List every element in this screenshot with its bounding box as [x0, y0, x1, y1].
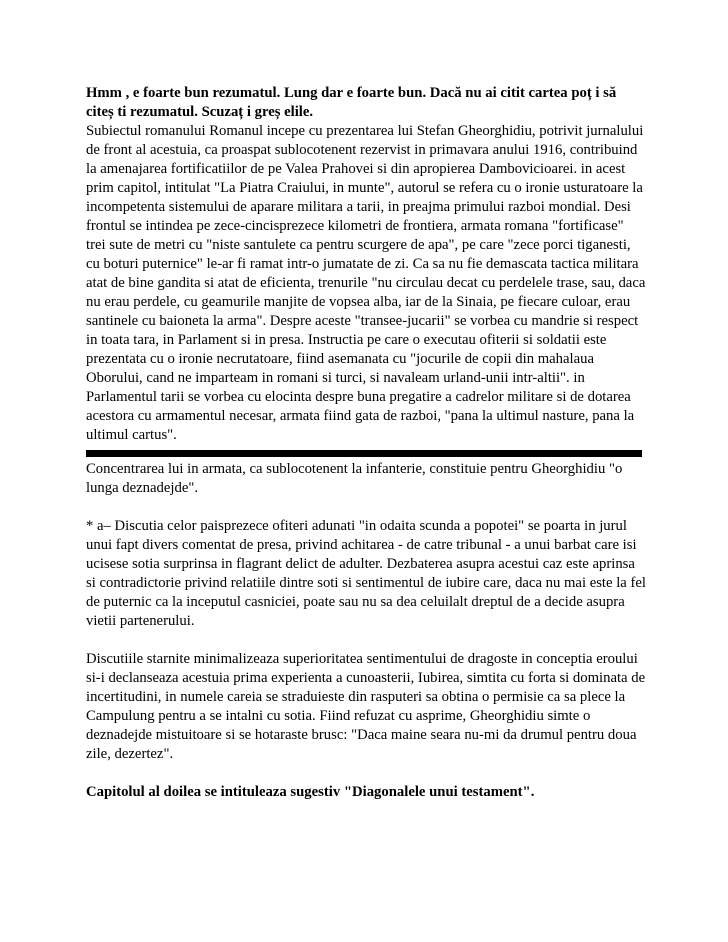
paragraph-spacer [86, 498, 646, 517]
paragraph-spacer [86, 764, 646, 783]
chapter-title: Capitolul al doilea se intituleaza sugestiv "Diagonalele unui testament". [86, 784, 535, 800]
document-page [86, 84, 646, 802]
section2-paragraph-1: Concentrarea lui in armata, ca sublocotenent la infanterie, constituie pentru Gheorghidiu "o lunga deznadejde". [86, 461, 623, 496]
section2-paragraph-2: * a– Discutia celor paisprezece ofiteri adunati "in odaita scunda a popotei" se poarta in jurul unui fapt divers comentat de presa, privind achitarea - de catre tribunal - a unui barbat care isi ucisese sotia surprinsa in flagrant delict de adulter. Dezbaterea asupra acestui caz este aprinsa si contradictorie privind relatiile dintre soti si sentimentul de iubire care, daca nu mai este la fel de puternic ca la inceputul casniciei, poate sau nu sa dea celuilalt dreptul de a decide asupra vietii partenerului. [86, 518, 646, 629]
intro-comment: Hmm , e foarte bun rezumatul. Lung dar e foarte bun. Dacă nu ai citit cartea poț i să citeș ti rezumatul. Scuzaț i greș elile. [86, 85, 617, 120]
section1-paragraph: Subiectul romanului Romanul incepe cu prezentarea lui Stefan Gheorghidiu, potrivit jurnalului de front al acestuia, ca proaspat sublocotenent rezervist in primavara anului 1916, contribuind la amenajarea fortificatiilor de pe Valea Prahovei si din apropierea Dambovicioarei. in acest prim capitol, intitulat "La Piatra Craiului, in munte", autorul se refera cu o ironie usturatoare la incompetenta sistemului de aparare militara a tarii, in preajma primului razboi mondial. Desi frontul se intindea pe zece-cincisprezece kilometri de frontiera, armata romana "fortificase" trei sute de metri cu "niste santulete ca pentru scurgere de apa", pe care "zece porci tiganesti, cu boturi puternice" le-ar fi ramat intr-o jumatate de zi. Ca sa nu fie demascata tactica militara atat de bine gandita si atat de eficienta, trenurile "nu circulau decat cu perdelele trase, sau, daca nu erau perdele, cu geamurile manjite de vopsea alba, iar de la Sinaia, pe fiecare culoar, erau santinele cu baioneta la arma". Despre aceste "transee-jucarii" se vorbea cu mandrie si respect in toata tara, in Parlament si in presa. Instructia pe care o executau ofiterii si soldatii este prezentata cu o ironie necrutatoare, fiind asemanata cu "jocurile de copii din mahalaua Oborului, cand ne imparteam in romani si turci, si navaleam urland-unii intr-altii". in Parlamentul tarii se vorbea cu elocinta despre buna pregatire a cadrelor militare si de dotarea acestora cu armamentul necesar, armata fiind gata de razboi, "pana la ultimul nasture, pana la ultimul cartus". [86, 123, 646, 443]
section2-paragraph-3: Discutiile starnite minimalizeaza superioritatea sentimentului de dragoste in conceptia eroului si-i declanseaza acestuia prima experienta a cunoasterii, Iubirea, simtita cu forta si dominata de incertitudini, in numele careia se straduieste din rasputeri sa obtina o permisie ca sa plece la Campulung pentru a se intalni cu sotia. Fiind refuzat cu asprime, Gheorghidiu simte o deznadejde mistuitoare si se hotaraste brusc: "Daca maine seara nu-mi da drumul pentru doua zile, dezertez". [86, 651, 646, 762]
section-divider [86, 450, 642, 457]
paragraph-spacer [86, 631, 646, 650]
